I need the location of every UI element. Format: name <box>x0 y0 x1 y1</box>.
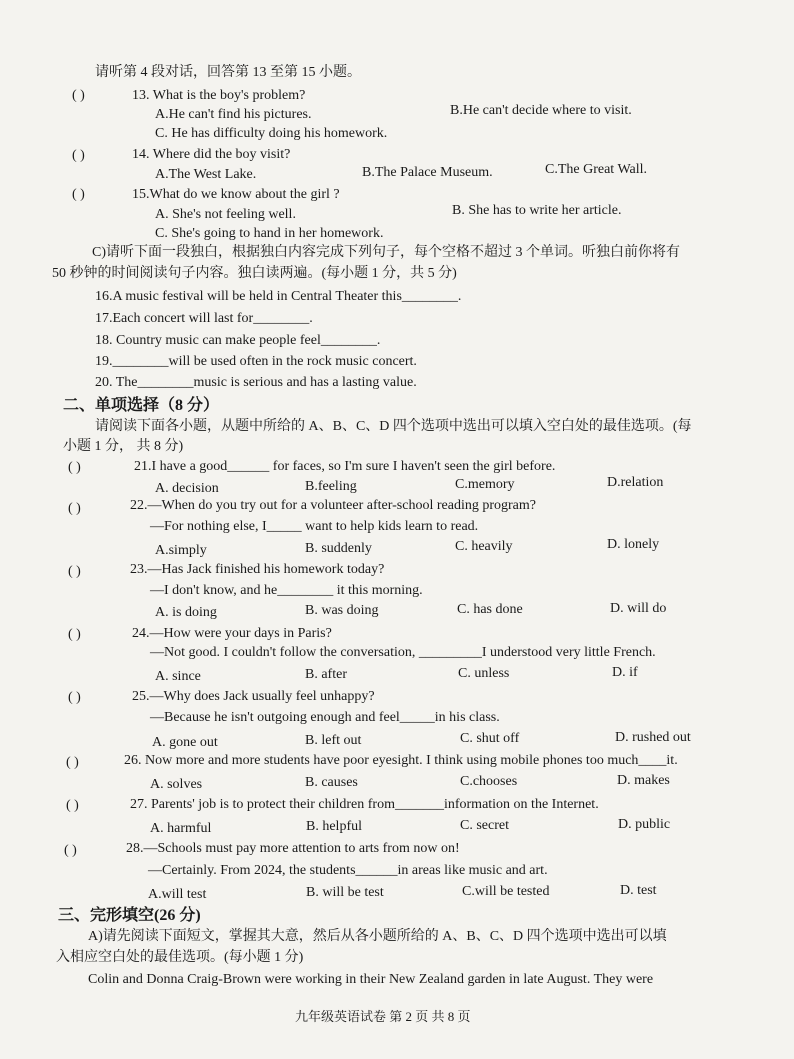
option-d: D. if <box>612 665 638 680</box>
option-c: C. shut off <box>460 731 520 746</box>
question-line-2: —Certainly. From 2024, the students______in areas like music and art. <box>148 863 548 878</box>
option: C.The Great Wall. <box>545 162 648 177</box>
answer-blank[interactable]: ( ) <box>72 148 85 163</box>
option-c: C. has done <box>457 602 523 617</box>
section-instruction: 请阅读下面各小题，从题中所给的 A、B、C、D 四个选项中选出可以填入空白处的最佳选项。(每 <box>95 419 692 434</box>
answer-blank[interactable]: ( ) <box>68 501 81 516</box>
question-stem: 26. Now more and more students have poor eyesight. I think using mobile phones too much____it. <box>124 753 678 768</box>
part-c-instruction-2: 50 秒钟的时间阅读句子内容。独白读两遍。(每小题 1 分，共 5 分) <box>52 266 457 281</box>
question-stem: 25.—Why does Jack usually feel unhappy? <box>132 689 375 704</box>
question-stem: 13. What is the boy's problem? <box>132 88 306 103</box>
answer-blank[interactable]: ( ) <box>64 843 77 858</box>
question-stem: 28.—Schools must pay more attention to arts from now on! <box>126 841 460 856</box>
fill-sentence: 19.________will be used often in the rock music concert. <box>95 354 417 369</box>
section-instruction-2: 入相应空白处的最佳选项。(每小题 1 分) <box>56 950 304 965</box>
question-line-2: —I don't know, and he________ it this morning. <box>150 583 423 598</box>
option: A.The West Lake. <box>155 167 257 182</box>
passage-text: Colin and Donna Craig-Brown were working in their New Zealand garden in late August. They were <box>88 972 654 987</box>
option: A. She's not feeling well. <box>155 207 296 222</box>
option-c: C.memory <box>455 477 515 492</box>
option-b: B. helpful <box>306 819 362 834</box>
option-c: C. secret <box>460 818 509 833</box>
question-stem: 21.I have a good______ for faces, so I'm sure I haven't seen the girl before. <box>134 459 556 474</box>
answer-blank[interactable]: ( ) <box>66 755 79 770</box>
section-title: 三、完形填空(26 分) <box>58 907 201 924</box>
section-instruction: A)请先阅读下面短文，掌握其大意，然后从各小题所给的 A、B、C、D 四个选项中选出可以填 <box>88 929 667 944</box>
option-a: A. solves <box>150 777 203 792</box>
question-stem: 27. Parents' job is to protect their children from_______information on the Internet. <box>130 797 599 812</box>
option-c: C. unless <box>458 666 510 681</box>
fill-sentence: 16.A music festival will be held in Central Theater this________. <box>95 289 462 304</box>
question-line-2: —Not good. I couldn't follow the conversation, _________I understood very little French. <box>150 645 656 660</box>
option: C. He has difficulty doing his homework. <box>155 126 388 141</box>
option: B.He can't decide where to visit. <box>450 103 632 118</box>
option-a: A. since <box>155 669 201 684</box>
option-d: D. will do <box>610 601 667 616</box>
option-d: D. test <box>620 883 657 898</box>
question-line-2: —Because he isn't outgoing enough and feel_____in his class. <box>150 710 500 725</box>
answer-blank[interactable]: ( ) <box>72 187 85 202</box>
option-a: A. harmful <box>150 821 212 836</box>
question-line-2: —For nothing else, I_____ want to help kids learn to read. <box>150 519 479 534</box>
option: B.The Palace Museum. <box>362 165 493 180</box>
answer-blank[interactable]: ( ) <box>68 627 81 642</box>
option-a: A.will test <box>148 887 207 902</box>
listening-instruction: 请听第 4 段对话，回答第 13 至第 15 小题。 <box>95 65 361 80</box>
option: C. She's going to hand in her homework. <box>155 226 384 241</box>
option-b: B. left out <box>305 733 362 748</box>
option-a: A. decision <box>155 481 219 496</box>
question-stem: 23.—Has Jack finished his homework today? <box>130 562 385 577</box>
option-a: A. is doing <box>155 605 217 620</box>
answer-blank[interactable]: ( ) <box>72 88 85 103</box>
question-stem: 14. Where did the boy visit? <box>132 147 291 162</box>
option-b: B. will be test <box>306 885 384 900</box>
option-c: C.chooses <box>460 774 518 789</box>
answer-blank[interactable]: ( ) <box>68 460 81 475</box>
option-b: B. was doing <box>305 603 379 618</box>
option-c: C.will be tested <box>462 884 550 899</box>
option-d: D. lonely <box>607 537 660 552</box>
option-d: D. makes <box>617 773 670 788</box>
option: A.He can't find his pictures. <box>155 107 312 122</box>
page-footer: 九年级英语试卷 第 2 页 共 8 页 <box>295 1009 471 1024</box>
answer-blank[interactable]: ( ) <box>66 798 79 813</box>
option-b: B. causes <box>305 775 358 790</box>
question-stem: 24.—How were your days in Paris? <box>132 626 332 641</box>
option-a: A.simply <box>155 543 207 558</box>
section-instruction-2: 小题 1 分， 共 8 分) <box>63 439 184 454</box>
option-b: B. suddenly <box>305 541 372 556</box>
option-c: C. heavily <box>455 539 513 554</box>
answer-blank[interactable]: ( ) <box>68 564 81 579</box>
option-a: A. gone out <box>152 735 218 750</box>
fill-sentence: 17.Each concert will last for________. <box>95 311 313 326</box>
option-d: D. public <box>618 817 671 832</box>
option-b: B.feeling <box>305 479 357 494</box>
fill-sentence: 20. The________music is serious and has a lasting value. <box>95 375 417 390</box>
section-title: 二、单项选择（8 分） <box>63 397 220 414</box>
question-stem: 22.—When do you try out for a volunteer after-school reading program? <box>130 498 536 513</box>
option-d: D. rushed out <box>615 730 691 745</box>
option: B. She has to write her article. <box>452 203 622 218</box>
answer-blank[interactable]: ( ) <box>68 690 81 705</box>
part-c-instruction: C)请听下面一段独白，根据独白内容完成下列句子，每个空格不超过 3 个单词。听独白前你将有 <box>92 245 680 260</box>
question-stem: 15.What do we know about the girl ? <box>132 187 340 202</box>
fill-sentence: 18. Country music can make people feel________. <box>95 333 381 348</box>
option-d: D.relation <box>607 475 664 490</box>
option-b: B. after <box>305 667 347 682</box>
